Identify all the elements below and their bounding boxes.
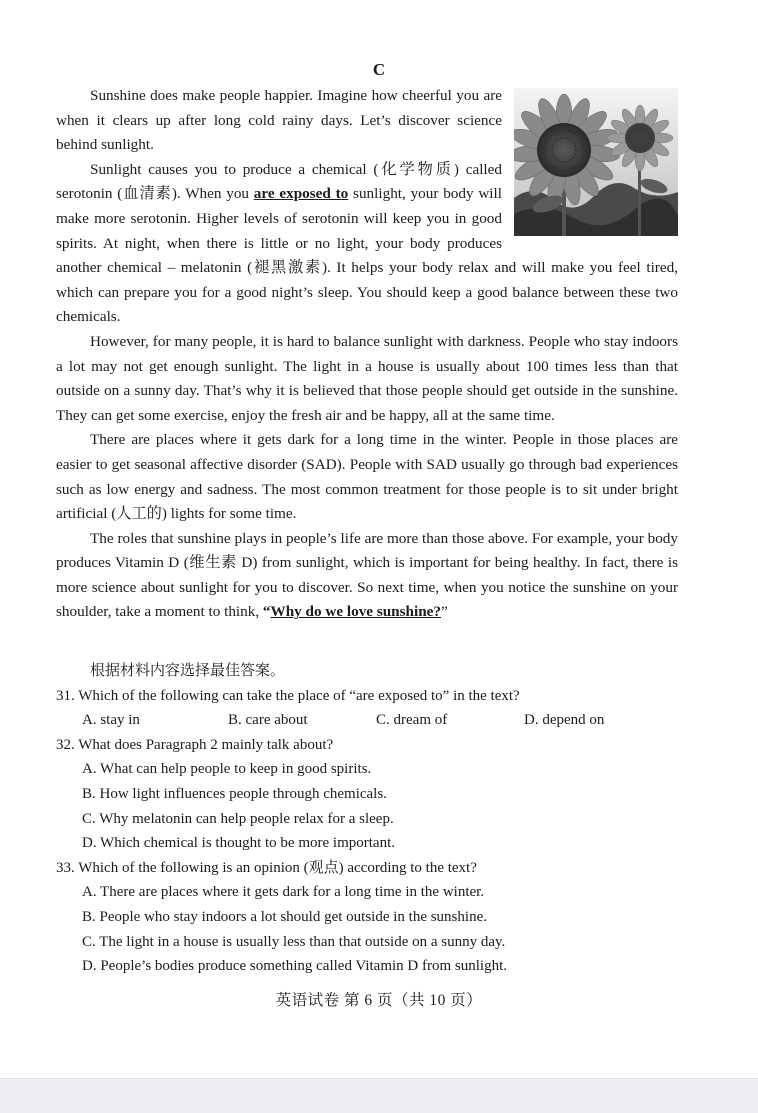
sunflower-image: [514, 88, 678, 236]
underlined-phrase: are exposed to: [253, 185, 349, 203]
section-heading: C: [372, 60, 386, 79]
quote-close: ”: [441, 603, 448, 621]
option-b: B. How light influences people through chemicals.: [82, 785, 387, 802]
paragraph-3: However, for many people, it is hard to balance sunlight with darkness. People who stay indoors a lot may not get enough sunlight. The light in a house is usually about 100 times less than that outside on a sunny day. That’s why it is believed that those people should get outside in the sunshine. They can get some exercise, enjoy the fresh air and be happy, all at the same time.: [56, 332, 678, 424]
option-b: B. People who stay indoors a lot should get outside in the sunshine.: [82, 908, 487, 925]
question-31-stem: 31. Which of the following can take the place of “are exposed to” in the text?: [56, 687, 520, 704]
option-c: C. The light in a house is usually less than that outside on a sunny day.: [82, 933, 506, 950]
question-31-options: [56, 708, 696, 733]
questions-section: [56, 659, 696, 979]
option-c: C. dream of: [376, 712, 448, 729]
option-a: A. stay in: [82, 712, 140, 729]
question-32-stem: 32. What does Paragraph 2 mainly talk about?: [56, 736, 334, 753]
option-d: D. depend on: [524, 712, 605, 729]
underlined-question: Why do we love sunshine?: [270, 603, 441, 621]
paragraph-5: [56, 527, 678, 625]
paragraph-2-part-a: Sunlight causes you to produce a chemical (化学物质) called serotonin (血清素). When you: [56, 160, 502, 203]
option-a: A. There are places where it gets dark for a long time in the winter.: [82, 884, 485, 901]
paragraph-5-part-a: The roles that sunshine plays in people’s life are more than those above. For example, your body produces Vitamin D (维生素 D) from sunlight, which is important for being healthy. In fact, there is more science about sunlight for you to discover. So next time, when you notice the sunshine on your shoulder, take a moment to think,: [56, 529, 678, 621]
quote-open: “: [262, 603, 271, 621]
paragraph-4: There are places where it gets dark for a long time in the winter. People in those places are easier to get seasonal affective disorder (SAD). People with SAD usually go through bad experiences such as low energy and sadness. The most common treatment for those people is to sit under bright artificial (人工的) lights for some time.: [56, 431, 678, 523]
viewer-bottom-bar: [0, 1078, 758, 1113]
option-d: D. People’s bodies produce something called Vitamin D from sunlight.: [82, 958, 508, 975]
paragraph-1: Sunshine does make people happier. Imagine how cheerful you are when it clears up after long cold rainy days. Let’s discover science behind sunlight.: [56, 87, 502, 154]
option-a: A. What can help people to keep in good spirits.: [82, 761, 372, 778]
option-b: B. care about: [228, 712, 308, 729]
option-c: C. Why melatonin can help people relax for a sleep.: [82, 810, 394, 827]
paragraph-2-part-b: sunlight, your body will make more serotonin. Higher levels of serotonin will keep you in good spirits. At night, when there is little or no light, your body produces another chemical – melatonin (褪黑激素). It helps your body relax and will make you feel tired, which can prepare you for a good night’s sleep. You should keep a good balance between these two chemicals.: [56, 185, 678, 326]
instruction: 根据材料内容选择最佳答案。: [90, 663, 286, 679]
reading-passage: [56, 84, 678, 625]
option-d: D. Which chemical is thought to be more important.: [82, 835, 395, 852]
page-footer: 英语试卷 第 6 页（共 10 页）: [275, 992, 483, 1009]
question-33-stem: 33. Which of the following is an opinion (观点) according to the text?: [56, 859, 477, 876]
